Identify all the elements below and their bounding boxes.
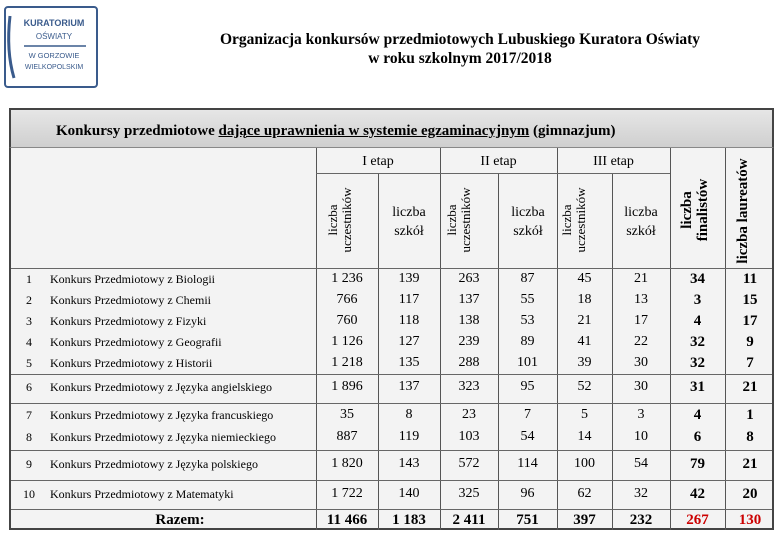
cell-schools-1: 119: [398, 429, 420, 444]
cell-participants-3: 100: [574, 456, 595, 471]
total-laureates: 130: [738, 512, 762, 528]
cell-laureates: 21: [742, 456, 758, 472]
contest-name: Konkurs Przedmiotowy z Biologii: [50, 272, 215, 286]
cell-participants-1: 887: [336, 429, 358, 444]
cell-laureates: 11: [742, 271, 758, 287]
cell-laureates: 15: [742, 292, 758, 308]
row-number: 4: [26, 335, 32, 349]
cell-laureates: 21: [742, 379, 758, 395]
header-schools-1: liczba szkół: [392, 205, 426, 239]
cell-participants-3: 21: [577, 313, 592, 328]
header-stage3: III etap: [593, 154, 634, 169]
cell-participants-1: 1 722: [331, 486, 363, 501]
cell-schools-2: 87: [520, 271, 535, 286]
cell-participants-1: 1 820: [331, 456, 363, 471]
cell-participants-2: 239: [458, 334, 480, 349]
row-number: 6: [26, 380, 32, 394]
cell-schools-3: 10: [634, 429, 648, 444]
row-number: 9: [26, 457, 32, 471]
cell-finalists: 34: [690, 271, 705, 287]
cell-schools-1: 8: [405, 407, 413, 422]
contest-name: Konkurs Przedmiotowy z Fizyki: [50, 314, 207, 328]
header-participants-3: liczba uczestników: [559, 187, 588, 253]
cell-schools-3: 3: [637, 407, 645, 422]
cell-schools-2: 53: [520, 313, 535, 328]
cell-schools-2: 101: [517, 355, 538, 370]
cell-schools-1: 135: [398, 355, 420, 370]
cell-participants-2: 263: [458, 271, 480, 286]
contest-name: Konkurs Przedmiotowy z Matematyki: [50, 487, 234, 501]
total-participants-2: 2 411: [452, 512, 486, 528]
cell-schools-2: 114: [517, 456, 538, 471]
cell-participants-2: 323: [458, 379, 480, 394]
cell-schools-3: 30: [634, 355, 648, 370]
row-number: 10: [23, 487, 35, 501]
cell-laureates: 17: [742, 313, 758, 329]
cell-finalists: 3: [693, 292, 702, 308]
banner-title: [56, 123, 616, 140]
total-schools-3: 232: [629, 512, 653, 528]
cell-schools-1: 140: [398, 486, 420, 501]
header-participants-1: liczba uczestników: [325, 187, 354, 253]
cell-finalists: 31: [690, 379, 705, 395]
title-line1: Organizacja konkursów przedmiotowych Lubuskiego Kuratora Oświaty: [219, 31, 701, 48]
contest-name: Konkurs Przedmiotowy z Geografii: [50, 335, 222, 349]
cell-schools-3: 17: [634, 313, 648, 328]
contest-name: Konkurs Przedmiotowy z Języka francuskiego: [50, 408, 274, 422]
row-number: 8: [26, 430, 32, 444]
cell-schools-2: 89: [520, 334, 535, 349]
cell-finalists: 6: [693, 429, 702, 445]
banner-before: Konkursy przedmiotowe: [56, 123, 219, 139]
cell-participants-1: 760: [336, 313, 358, 328]
cell-participants-2: 138: [458, 313, 480, 328]
header-schools-3: liczba szkół: [624, 205, 658, 239]
cell-finalists: 4: [693, 313, 702, 329]
cell-participants-1: 1 896: [331, 379, 363, 394]
contest-name: Konkurs Przedmiotowy z Języka niemieckiego: [50, 430, 276, 444]
cell-finalists: 42: [690, 486, 705, 502]
cell-participants-2: 325: [458, 486, 480, 501]
cell-laureates: 1: [746, 407, 754, 423]
kuratorium-logo: [4, 6, 98, 88]
cell-schools-3: 22: [634, 334, 648, 349]
cell-participants-2: 288: [458, 355, 480, 370]
cell-schools-2: 95: [520, 379, 535, 394]
cell-schools-2: 96: [520, 486, 535, 501]
cell-participants-1: 1 236: [331, 271, 363, 286]
logo-line1: KURATORIUM: [23, 18, 85, 28]
cell-schools-1: 117: [398, 292, 420, 307]
cell-schools-3: 13: [634, 292, 648, 307]
cell-participants-3: 5: [581, 407, 588, 422]
cell-schools-2: 54: [520, 429, 535, 444]
row-number: 1: [26, 272, 32, 286]
total-schools-2: 751: [516, 512, 539, 528]
cell-finalists: 79: [690, 456, 705, 472]
cell-schools-1: 143: [398, 456, 420, 471]
row-number: 5: [26, 356, 32, 370]
cell-schools-3: 54: [634, 456, 648, 471]
logo-line3: W GORZOWIE: [28, 51, 80, 60]
total-participants-3: 397: [573, 512, 596, 528]
cell-schools-1: 139: [398, 271, 420, 286]
cell-participants-3: 39: [577, 355, 592, 370]
contest-name: Konkurs Przedmiotowy z Historii: [50, 356, 213, 370]
cell-participants-2: 572: [458, 456, 480, 471]
cell-participants-3: 52: [577, 379, 592, 394]
cell-schools-3: 21: [634, 271, 648, 286]
cell-schools-1: 118: [398, 313, 420, 328]
cell-laureates: 7: [746, 355, 754, 371]
cell-participants-1: 35: [340, 407, 354, 422]
cell-participants-3: 18: [577, 292, 592, 307]
header-finalists: liczba finalistów: [679, 178, 711, 242]
header-laureates: liczba laureatów: [735, 158, 751, 264]
cell-laureates: 20: [742, 486, 758, 502]
cell-finalists: 4: [693, 407, 702, 423]
header-stage1: I etap: [362, 154, 394, 169]
header-schools-2: liczba szkół: [511, 205, 545, 239]
banner-after: (gimnazjum): [529, 123, 616, 139]
logo-line2: OŚWIATY: [35, 32, 73, 41]
banner-underlined: dające uprawnienia w systemie egzaminacyjnym: [218, 123, 530, 139]
header-stage2: II etap: [480, 154, 517, 169]
contest-name: Konkurs Przedmiotowy z Języka angielskiego: [50, 380, 272, 394]
cell-participants-2: 23: [462, 407, 476, 422]
total-finalists: 267: [686, 512, 709, 528]
cell-finalists: 32: [690, 355, 705, 371]
cell-participants-3: 14: [577, 429, 592, 444]
cell-participants-2: 137: [458, 292, 480, 307]
cell-schools-2: 7: [524, 407, 531, 422]
cell-laureates: 8: [746, 429, 754, 445]
logo-line4: WIELKOPOLSKIM: [24, 64, 84, 71]
contest-name: Konkurs Przedmiotowy z Języka polskiego: [50, 457, 258, 471]
cell-schools-3: 32: [634, 486, 648, 501]
total-schools-1: 1 183: [392, 512, 426, 528]
totals-label: Razem:: [155, 512, 205, 528]
cell-schools-1: 137: [398, 379, 420, 394]
cell-participants-1: 1 126: [331, 334, 363, 349]
cell-participants-1: 766: [336, 292, 358, 307]
cell-finalists: 32: [690, 334, 705, 350]
cell-laureates: 9: [746, 334, 754, 350]
cell-schools-3: 30: [634, 379, 648, 394]
row-number: 3: [26, 314, 32, 328]
cell-participants-3: 45: [577, 271, 592, 286]
row-number: 2: [26, 293, 32, 307]
cell-participants-1: 1 218: [331, 355, 363, 370]
header-participants-2: liczba uczestników: [444, 187, 473, 253]
row-number: 7: [26, 408, 32, 422]
page-title: [150, 30, 770, 68]
cell-participants-3: 41: [577, 334, 592, 349]
cell-participants-2: 103: [458, 429, 480, 444]
total-participants-1: 11 466: [326, 512, 368, 528]
cell-schools-1: 127: [398, 334, 420, 349]
cell-schools-2: 55: [520, 292, 535, 307]
contest-name: Konkurs Przedmiotowy z Chemii: [50, 293, 211, 307]
title-line2: w roku szkolnym 2017/2018: [368, 50, 552, 67]
cell-participants-3: 62: [577, 486, 592, 501]
